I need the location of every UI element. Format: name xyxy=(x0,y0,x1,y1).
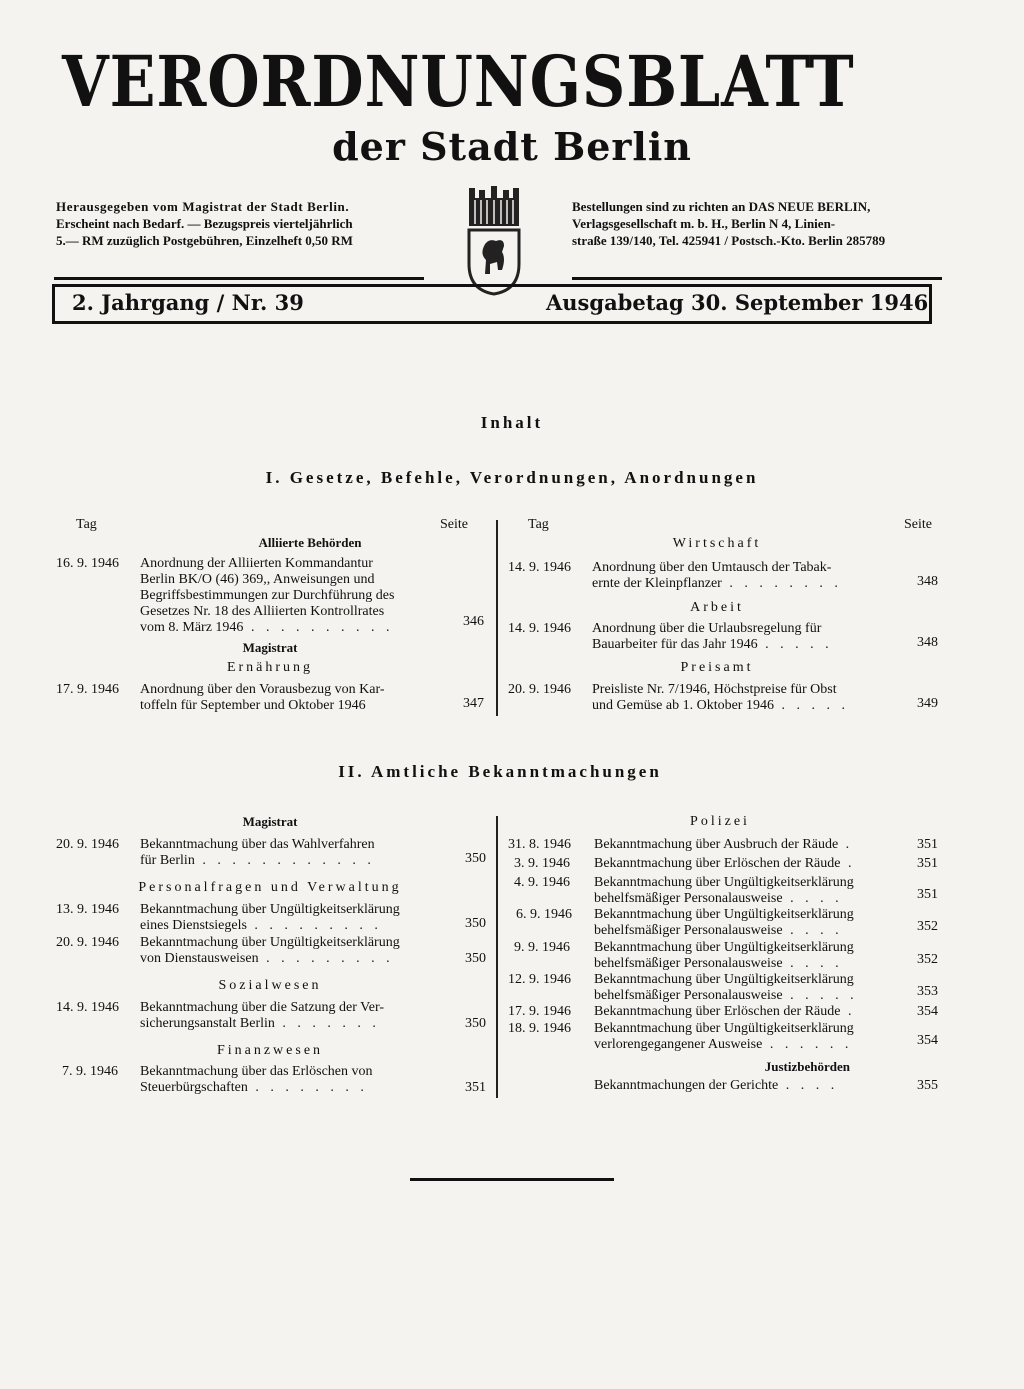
subsection-polizei: Polizei xyxy=(690,814,750,829)
header-rule-left xyxy=(54,277,424,280)
entry-date: 20. 9. 1946 xyxy=(56,935,119,950)
entry-text xyxy=(594,907,914,939)
entry-text xyxy=(140,556,460,636)
entry-line: behelfsmäßiger Personalausweise . . . . xyxy=(594,891,843,906)
entry-line: Anordnung über den Umtausch der Tabak- xyxy=(592,560,832,575)
entry-line: Bekanntmachung über das Erlöschen von xyxy=(140,1064,373,1079)
col-seite-right: Seite xyxy=(904,517,932,532)
entry-date: 13. 9. 1946 xyxy=(56,902,119,917)
list-item xyxy=(506,682,946,716)
entry-date: 4. 9. 1946 xyxy=(514,875,570,890)
list-item xyxy=(506,1078,946,1094)
entry-text xyxy=(140,837,460,869)
list-item xyxy=(506,907,946,941)
entry-date: 17. 9. 1946 xyxy=(508,1004,571,1019)
entry-text xyxy=(594,972,914,1004)
subsection-personalfragen: Personalfragen und Verwaltung xyxy=(138,880,402,895)
entry-line: Steuerbürgschaften . . . . . . . . xyxy=(140,1080,368,1095)
publisher-line: Verlagsgesellschaft m. b. H., Berlin N 4, Linien- xyxy=(572,216,836,231)
entry-line: toffeln für September und Oktober 1946 xyxy=(140,698,366,713)
entry-page: 352 xyxy=(917,952,938,967)
entry-page: 351 xyxy=(465,1080,486,1095)
end-rule xyxy=(410,1178,614,1181)
entry-line: Gesetzes Nr. 18 des Alliierten Kontrollrates xyxy=(140,604,385,619)
list-item xyxy=(506,837,946,853)
entry-line: ernte der Kleinpflanzer . . . . . . . . xyxy=(592,576,842,591)
entry-page: 349 xyxy=(917,696,938,711)
entry-line: Bauarbeiter für das Jahr 1946 . . . . . xyxy=(592,637,833,652)
entry-date: 3. 9. 1946 xyxy=(514,856,570,871)
entry-page: 353 xyxy=(917,984,938,999)
list-item xyxy=(506,940,946,974)
subsection-wirtschaft: Wirtschaft xyxy=(672,536,762,551)
entry-text xyxy=(140,682,460,714)
group-magistrat: Magistrat xyxy=(242,640,298,655)
column-divider xyxy=(496,520,498,716)
entry-date: 6. 9. 1946 xyxy=(516,907,572,922)
masthead-title: VERORDNUNGSBLATT xyxy=(62,40,855,123)
entry-date: 16. 9. 1946 xyxy=(56,556,119,571)
entry-line: Bekanntmachung über das Wahlverfahren xyxy=(140,837,375,852)
entry-text xyxy=(592,560,906,592)
entry-line: und Gemüse ab 1. Oktober 1946 . . . . . xyxy=(592,698,849,713)
entry-line: Bekanntmachung über Ungültigkeitserklärung xyxy=(140,935,400,950)
publisher-info-left xyxy=(56,198,426,249)
entry-line: Bekanntmachung über Erlöschen der Räude . xyxy=(594,1004,856,1019)
entry-line: vom 8. März 1946 . . . . . . . . . . xyxy=(140,620,394,635)
list-item xyxy=(506,560,946,594)
entry-date: 9. 9. 1946 xyxy=(514,940,570,955)
list-item xyxy=(50,1000,490,1034)
entry-text xyxy=(594,1078,914,1094)
entry-line: behelfsmäßiger Personalausweise . . . . xyxy=(594,956,843,971)
entry-line: Bekanntmachung über Ungültigkeitserklärung xyxy=(594,875,854,890)
list-item xyxy=(50,682,490,716)
entry-line: Anordnung über die Urlaubsregelung für xyxy=(592,621,822,636)
entry-line: Preisliste Nr. 7/1946, Höchstpreise für Obst xyxy=(592,682,837,697)
entry-date: 31. 8. 1946 xyxy=(508,837,571,852)
entry-date: 17. 9. 1946 xyxy=(56,682,119,697)
entry-line: Berlin BK/O (46) 369,, Anweisungen und xyxy=(140,572,375,587)
entry-text xyxy=(140,902,460,934)
group-alliierte-behoerden: Alliierte Behörden xyxy=(258,535,362,550)
header-rule-right xyxy=(572,277,942,280)
entry-line: Bekanntmachung über Ungültigkeitserklärung xyxy=(594,907,854,922)
entry-line: behelfsmäßiger Personalausweise . . . . . xyxy=(594,988,858,1003)
entry-page: 351 xyxy=(917,837,938,852)
entry-page: 347 xyxy=(463,696,484,711)
entry-line: Bekanntmachung über die Satzung der Ver- xyxy=(140,1000,384,1015)
entry-line: Begriffsbestimmungen zur Durchführung des xyxy=(140,588,395,603)
entry-text xyxy=(594,940,914,972)
section1-title: I. Gesetze, Befehle, Verordnungen, Anordnungen xyxy=(265,468,759,487)
masthead-subtitle: der Stadt Berlin xyxy=(332,124,692,169)
entry-line: von Dienstausweisen . . . . . . . . . xyxy=(140,951,394,966)
entry-line: Bekanntmachung über Ungültigkeitserklärung xyxy=(140,902,400,917)
subsection-sozialwesen: Sozialwesen xyxy=(218,978,322,993)
list-item xyxy=(506,621,946,655)
entry-page: 351 xyxy=(917,887,938,902)
entry-page: 348 xyxy=(917,635,938,650)
list-item xyxy=(506,856,946,872)
entry-page: 350 xyxy=(465,851,486,866)
entry-line: für Berlin . . . . . . . . . . . . xyxy=(140,853,375,868)
entry-page: 348 xyxy=(917,574,938,589)
col-tag-left: Tag xyxy=(76,517,97,532)
entry-page: 355 xyxy=(917,1078,938,1093)
list-item xyxy=(506,875,946,909)
entry-date: 14. 9. 1946 xyxy=(508,560,571,575)
list-item xyxy=(50,1064,490,1098)
entry-date: 12. 9. 1946 xyxy=(508,972,571,987)
issue-date: Ausgabetag 30. September 1946 xyxy=(546,290,929,315)
list-item xyxy=(506,1021,946,1055)
entry-line: Anordnung über den Vorausbezug von Kar- xyxy=(140,682,385,697)
entry-text xyxy=(140,1000,460,1032)
entry-line: eines Dienstsiegels . . . . . . . . . xyxy=(140,918,382,933)
contents-title: Inhalt xyxy=(480,413,544,432)
entry-page: 346 xyxy=(463,614,484,629)
entry-line: Bekanntmachung über Ungültigkeitserklärung xyxy=(594,1021,854,1036)
entry-page: 352 xyxy=(917,919,938,934)
entry-line: Bekanntmachung über Ausbruch der Räude . xyxy=(594,837,854,852)
entry-text xyxy=(594,1004,914,1020)
publisher-line: Erscheint nach Bedarf. — Bezugspreis vierteljährlich xyxy=(56,216,353,231)
publisher-line: 5.— RM zuzüglich Postgebühren, Einzelheft 0,50 RM xyxy=(56,233,353,248)
entry-text xyxy=(594,856,914,872)
entry-line: Bekanntmachung über Ungültigkeitserklärung xyxy=(594,972,854,987)
entry-date: 7. 9. 1946 xyxy=(62,1064,118,1079)
entry-line: behelfsmäßiger Personalausweise . . . . xyxy=(594,923,843,938)
entry-line: Bekanntmachung über Erlöschen der Räude . xyxy=(594,856,856,871)
entry-line: verlorengegangener Ausweise . . . . . . xyxy=(594,1037,853,1052)
col-seite-left: Seite xyxy=(440,517,468,532)
group-justizbehoerden: Justizbehörden xyxy=(764,1059,850,1074)
section2-title: II. Amtliche Bekanntmachungen xyxy=(338,762,662,781)
entry-text xyxy=(592,682,906,714)
entry-date: 20. 9. 1946 xyxy=(508,682,571,697)
entry-text xyxy=(594,837,914,853)
subsection-finanzwesen: Finanzwesen xyxy=(216,1043,324,1058)
entry-page: 351 xyxy=(917,856,938,871)
group-magistrat: Magistrat xyxy=(242,814,298,829)
subsection-preisamt: Preisamt xyxy=(680,660,754,675)
list-item xyxy=(50,837,490,871)
list-item xyxy=(506,1004,946,1020)
entry-page: 354 xyxy=(917,1004,938,1019)
publisher-line: straße 139/140, Tel. 425941 / Postsch.-Kto. Berlin 285789 xyxy=(572,233,886,248)
entry-text xyxy=(592,621,906,653)
list-item xyxy=(50,902,490,936)
entry-text xyxy=(594,1021,914,1053)
issue-volume-number: 2. Jahrgang / Nr. 39 xyxy=(72,290,304,315)
entry-text xyxy=(140,1064,460,1096)
entry-date: 18. 9. 1946 xyxy=(508,1021,571,1036)
entry-date: 20. 9. 1946 xyxy=(56,837,119,852)
publisher-info-right xyxy=(572,198,942,249)
entry-page: 350 xyxy=(465,916,486,931)
entry-text xyxy=(140,935,460,967)
list-item xyxy=(506,972,946,1006)
entry-page: 350 xyxy=(465,1016,486,1031)
entry-line: Bekanntmachung über Ungültigkeitserklärung xyxy=(594,940,854,955)
entry-date: 14. 9. 1946 xyxy=(56,1000,119,1015)
entry-line: Bekanntmachungen der Gerichte . . . . xyxy=(594,1078,839,1093)
subsection-ernaehrung: Ernährung xyxy=(226,660,314,675)
entry-page: 350 xyxy=(465,951,486,966)
publisher-line: Herausgegeben vom Magistrat der Stadt Berlin. xyxy=(56,199,350,214)
subsection-arbeit: Arbeit xyxy=(690,600,744,615)
entry-line: sicherungsanstalt Berlin . . . . . . . xyxy=(140,1016,380,1031)
entry-page: 354 xyxy=(917,1033,938,1048)
entry-line: Anordnung der Alliierten Kommandantur xyxy=(140,556,373,571)
list-item xyxy=(50,935,490,969)
list-item xyxy=(50,556,490,636)
publisher-line: Bestellungen sind zu richten an DAS NEUE BERLIN, xyxy=(572,199,871,214)
col-tag-right: Tag xyxy=(528,517,549,532)
berlin-crest-icon xyxy=(466,186,522,296)
entry-date: 14. 9. 1946 xyxy=(508,621,571,636)
entry-text xyxy=(594,875,914,907)
column-divider xyxy=(496,816,498,1098)
